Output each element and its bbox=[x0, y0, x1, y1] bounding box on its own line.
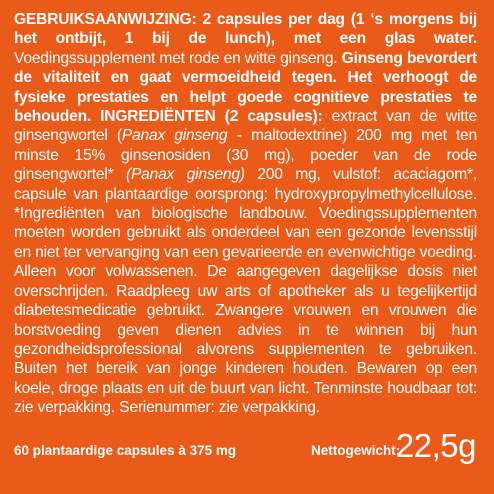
label-footer bbox=[14, 427, 476, 464]
supplement-description: Voedingssupplement met rode en witte ginseng. bbox=[14, 49, 342, 67]
warnings-and-storage-text: 200 mg, vulstof: acaciagom*, capsule van plantaardige oorsprong: hydroxypropylmethylcellulose. *Ingrediënten van biologische landbouw. Voedingssupplementen moeten worden gebruikt als onderdeel van een gezonde levensstijl en niet ter vervanging van een gevarieerde en evenwichtige voeding. Alleen voor volwassenen. De aangegeven dagelijkse dosis niet overschrijden. Raadpleeg uw arts of apotheker als u tegelijkertijd diabetesmedicatie gebruikt. Zwangere vrouwen en vrouwen die borstvoeding geven dienen advies in te winnen bij hun gezondheidsprofessional alvorens supplementen te gebruiken. Buiten het bereik van jonge kinderen houden. Bewaren op een koele, droge plaats en uit de buurt van licht. Tenminste houdbaar tot: zie verpakking. Serienummer: zie verpakking. bbox=[14, 166, 477, 417]
ingredients-text: extract van de witte ginsengwortel ( bbox=[14, 108, 477, 145]
latin-name-red-ginseng: (Panax ginseng) bbox=[125, 166, 245, 184]
label-text-block bbox=[14, 10, 477, 418]
usage-instructions: GEBRUIKSAANWIJZING: 2 capsules per dag (1 ‘s morgens bij het ontbijt, 1 bij de lunch), met een glas water. bbox=[14, 11, 477, 48]
latin-name-white-ginseng: Panax ginseng bbox=[121, 127, 228, 145]
health-claims-and-ingredients-heading: Ginseng bevordert de vitaliteit en gaat vermoeidheid tegen. Het verhoogt de fysieke prestaties en helpt goede cognitieve prestaties te behouden. INGREDIËNTEN (2 capsules): bbox=[14, 49, 477, 126]
ingredients-text-continued: - maltodextrine) 200 mg met ten minste 15% ginsenosiden (30 mg), poeder van de rode ginsengwortel* bbox=[14, 127, 477, 184]
net-weight-value: 22,5g bbox=[395, 427, 476, 464]
capsule-count: 60 plantaardige capsules à 375 mg bbox=[14, 443, 237, 458]
net-weight-label: Nettogewicht: bbox=[311, 443, 401, 458]
